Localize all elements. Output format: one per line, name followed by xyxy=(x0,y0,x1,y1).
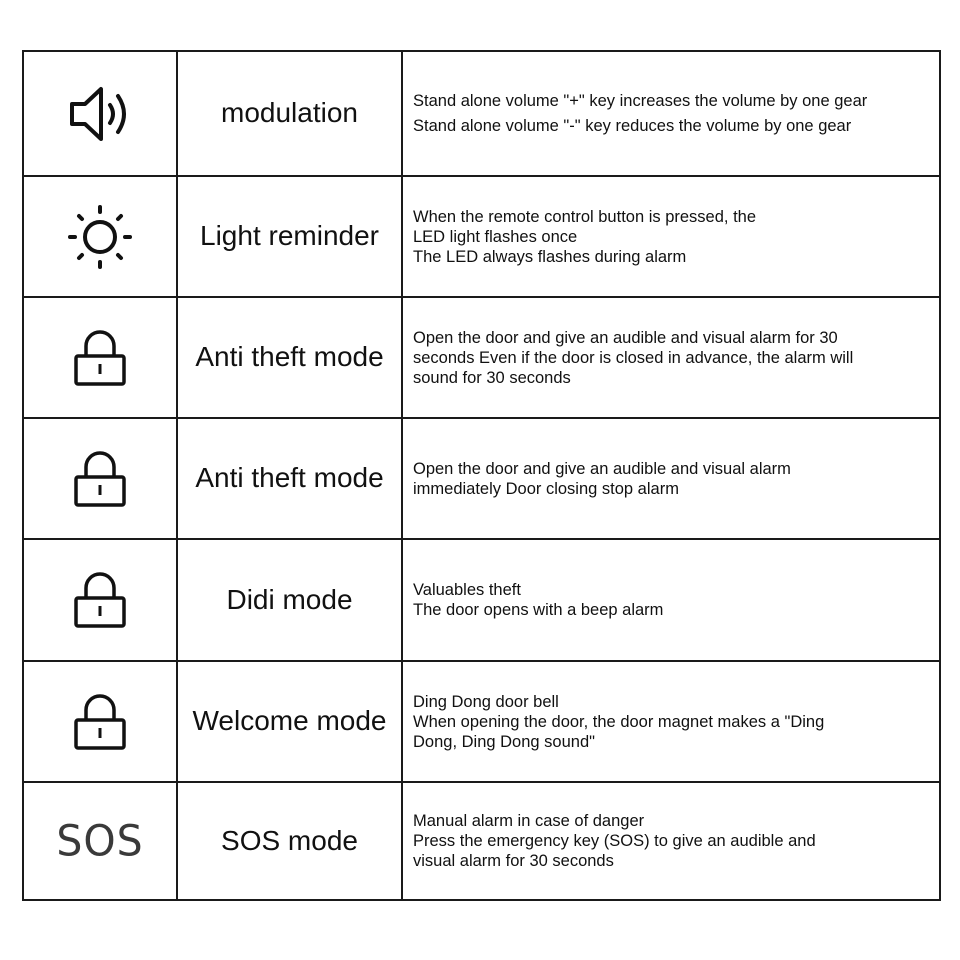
icon-cell xyxy=(23,539,177,661)
icon-cell xyxy=(23,176,177,297)
description-line: LED light flashes once xyxy=(413,227,578,246)
table-row xyxy=(23,539,940,661)
icon-cell xyxy=(23,51,177,176)
description-line: Valuables theft xyxy=(413,581,521,599)
sos-icon: SOS xyxy=(56,815,144,867)
description-line: The door opens with a beep alarm xyxy=(413,601,664,619)
description-line: Press the emergency key (SOS) to give an audible and xyxy=(413,832,816,850)
padlock-icon xyxy=(73,713,127,730)
feature-description xyxy=(402,297,940,418)
table-row xyxy=(23,51,940,176)
icon-cell xyxy=(23,661,177,782)
feature-table xyxy=(22,50,941,901)
feature-name: Didi mode xyxy=(177,539,402,661)
description-line: sound for 30 seconds xyxy=(413,368,571,387)
feature-name: SOS mode xyxy=(177,782,402,900)
description-line: visual alarm for 30 seconds xyxy=(413,852,614,870)
feature-name: Anti theft mode xyxy=(177,297,402,418)
description-line: immediately Door closing stop alarm xyxy=(413,479,679,498)
padlock-icon xyxy=(73,349,127,366)
description-line: Stand alone volume "-" key reduces the volume by one gear xyxy=(413,116,852,135)
padlock-icon xyxy=(73,470,127,487)
icon-cell xyxy=(23,418,177,539)
sun-light-icon xyxy=(67,228,133,245)
table-row xyxy=(23,661,940,782)
table-row xyxy=(23,782,940,900)
feature-description xyxy=(402,176,940,297)
description-line: Dong, Ding Dong sound" xyxy=(413,732,595,751)
speaker-volume-icon xyxy=(68,105,132,122)
padlock-icon xyxy=(73,591,127,608)
feature-description xyxy=(402,418,940,539)
feature-description xyxy=(402,782,940,900)
feature-name: Light reminder xyxy=(177,176,402,297)
description-line: Open the door and give an audible and visual alarm for 30 xyxy=(413,328,838,347)
description-line: seconds Even if the door is closed in advance, the alarm will xyxy=(413,348,854,367)
description-line: When opening the door, the door magnet makes a "Ding xyxy=(413,712,825,731)
feature-description xyxy=(402,661,940,782)
table-row xyxy=(23,418,940,539)
feature-name: Anti theft mode xyxy=(177,418,402,539)
table-row xyxy=(23,297,940,418)
feature-description xyxy=(402,51,940,176)
icon-cell xyxy=(23,782,177,900)
icon-cell xyxy=(23,297,177,418)
feature-description xyxy=(402,539,940,661)
description-line: Ding Dong door bell xyxy=(413,692,559,711)
description-line: When the remote control button is pressed, the xyxy=(413,207,757,226)
feature-name: Welcome mode xyxy=(177,661,402,782)
description-line: Open the door and give an audible and visual alarm xyxy=(413,459,791,478)
description-line: Stand alone volume "+" key increases the volume by one gear xyxy=(413,91,868,110)
table-row xyxy=(23,176,940,297)
description-line: The LED always flashes during alarm xyxy=(413,247,687,266)
feature-name: modulation xyxy=(177,51,402,176)
description-line: Manual alarm in case of danger xyxy=(413,812,645,830)
